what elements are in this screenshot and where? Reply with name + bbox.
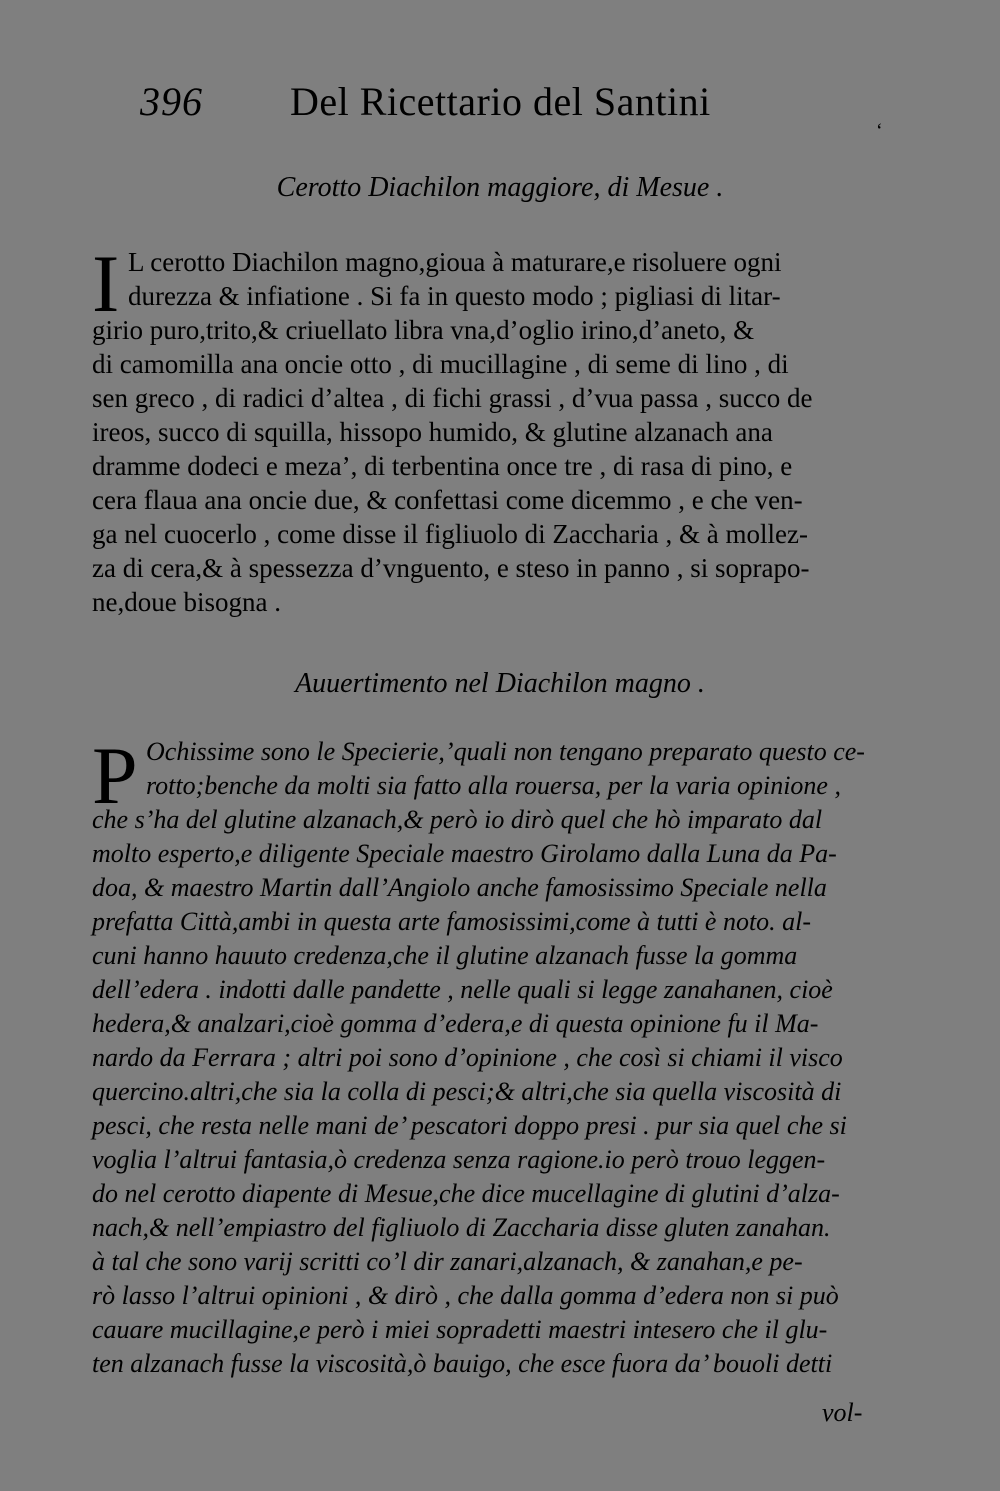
text-line: cera flaua ana oncie due, & confettasi come dicemmo , e che ven- — [92, 485, 803, 515]
page-number: 396 — [140, 79, 203, 124]
text-line: molto esperto,e diligente Speciale maestro Girolamo dalla Luna da Pa- — [92, 839, 837, 868]
text-line: rotto;benche da molti sia fatto alla rouersa, per la varia opinione , — [146, 771, 841, 800]
text-line: rò lasso l’altrui opinioni , & dirò , che dalla gomma d’edera non si può — [92, 1281, 839, 1310]
text-line: Ochissime sono le Specierie,’quali non tengano preparato questo ce- — [146, 737, 865, 766]
text-line: à tal che sono varij scritti co’l dir zanari,alzanach, & zanahan,e pe- — [92, 1247, 803, 1276]
text-line: ireos, succo di squilla, hissopo humido, & glutine alzanach ana — [92, 417, 773, 447]
catchword: vol- — [822, 1398, 863, 1427]
text-line: durezza & infiatione . Si fa in questo modo ; pigliasi di litar- — [128, 281, 781, 311]
recipe-paragraph — [92, 238, 912, 635]
text-line: girio puro,trito,& criuellato libra vna,d’oglio irino,d’aneto, & — [92, 315, 755, 345]
text-line: che s’ha del glutine alzanach,& però io dirò quel che hò imparato dal — [92, 805, 823, 834]
text-line: L cerotto Diachilon magno,gioua à maturare,e risoluere ogni — [128, 247, 782, 277]
running-head — [140, 78, 760, 128]
recipe-heading: Cerotto Diachilon maggiore, di Mesue . — [276, 172, 724, 203]
book-title: Del Ricettario del Santini — [290, 79, 711, 124]
text-line: ne,doue bisogna . — [92, 587, 281, 617]
text-line: pesci, che resta nelle mani de’ pescatori doppo presi . pur sia quel che si — [92, 1111, 847, 1140]
text-line: do nel cerotto diapente di Mesue,che dice mucellagine di glutini d’alza- — [92, 1179, 840, 1208]
text-line: nardo da Ferrara ; altri poi sono d’opinione , che così si chiami il visco — [92, 1043, 843, 1072]
text-line: prefatta Città,ambi in questa arte famosissimi,come à tutti è noto. al- — [92, 907, 812, 936]
text-line: cauare mucillagine,e però i miei sopradetti maestri intesero che il glu- — [92, 1315, 828, 1344]
text-line: quercino.altri,che sia la colla di pesci;& altri,che sia quella viscosità di — [92, 1077, 842, 1106]
note-paragraph — [92, 730, 912, 1395]
text-line: cuni hanno hauuto credenza,che il glutine alzanach fusse la gomma — [92, 941, 798, 970]
text-line: ten alzanach fusse la viscosità,ò bauigo, che esce fuora da’ bouoli detti — [92, 1349, 833, 1378]
text-line: voglia l’altrui fantasia,ò credenza senza ragione.io però trouo leggen- — [92, 1145, 826, 1174]
note-heading: Auuertimento nel Diachilon magno . — [295, 668, 705, 699]
text-line: doa, & maestro Martin dall’Angiolo anche famosissimo Speciale nella — [92, 873, 827, 902]
printer-mark: ‘ — [876, 120, 883, 142]
text-line: ga nel cuocerlo , come disse il figliuolo di Zaccharia , & à mollez- — [92, 519, 808, 549]
drop-cap: I — [92, 238, 120, 329]
text-line: sen greco , di radici d’altea , di fichi grassi , d’vua passa , succo de — [92, 383, 813, 413]
text-line: nach,& nell’empiastro del figliuolo di Zaccharia disse gluten zanahan. — [92, 1213, 831, 1242]
text-line: dell’edera . indotti dalle pandette , nelle quali si legge zanahanen, cioè — [92, 975, 833, 1004]
text-line: hedera,& analzari,cioè gomma d’edera,e di questa opinione fu il Ma- — [92, 1009, 819, 1038]
text-line: za di cera,& à spessezza d’vnguento, e steso in panno , si soprapo- — [92, 553, 810, 583]
text-line: dramme dodeci e meza’, di terbentina once tre , di rasa di pino, e — [92, 451, 793, 481]
text-line: di camomilla ana oncie otto , di mucillagine , di seme di lino , di — [92, 349, 789, 379]
drop-cap: P — [92, 730, 138, 821]
